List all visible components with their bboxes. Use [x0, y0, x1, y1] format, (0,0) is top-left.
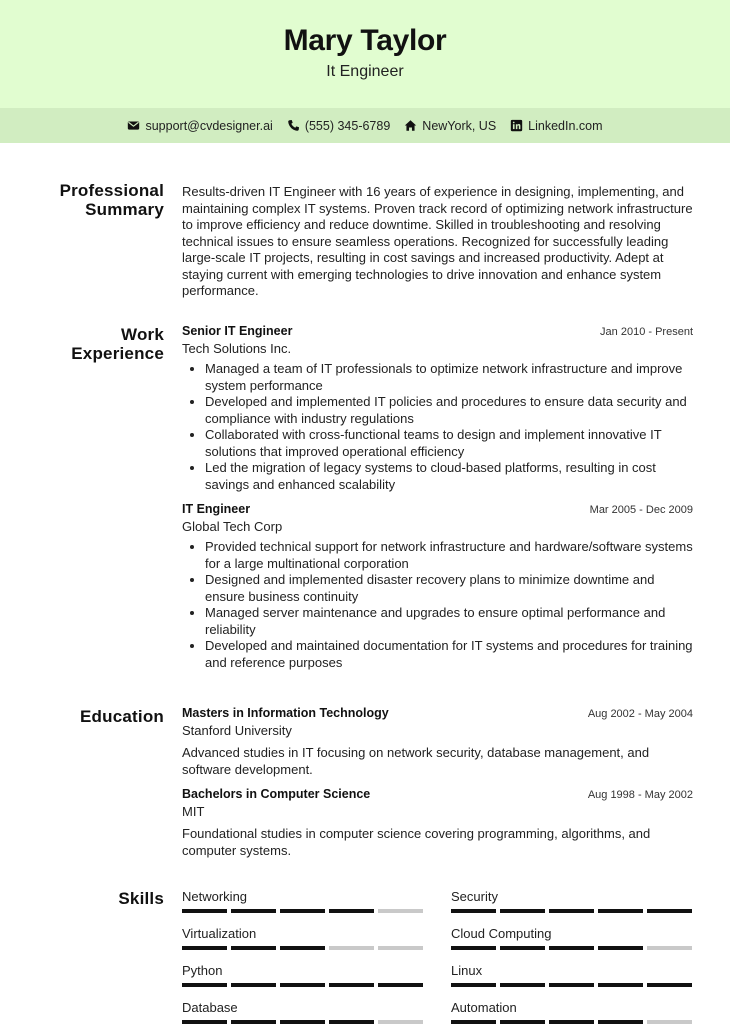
- skill-level-segment: [231, 983, 276, 987]
- education-entry: [182, 786, 693, 859]
- degree: Masters in Information Technology: [182, 706, 389, 720]
- experience-heading: [71, 325, 164, 363]
- summary-heading: [60, 181, 164, 219]
- skill-level-segment: [280, 946, 325, 950]
- skills-heading: Skills: [118, 889, 164, 908]
- skill-level-segment: [182, 909, 227, 913]
- skill-level-segment: [500, 983, 545, 987]
- contact-location-text: NewYork, US: [422, 118, 497, 133]
- skill-level-segment: [549, 983, 594, 987]
- education-description: Advanced studies in IT focusing on network security, database management, and software development.: [182, 745, 650, 777]
- skill-level-segment: [598, 909, 643, 913]
- skill-level-segment: [549, 909, 594, 913]
- skill-item: [451, 963, 692, 987]
- skill-level-bar: [182, 983, 423, 987]
- skill-level-segment: [500, 1020, 545, 1024]
- job-bullet: • Developed and maintained documentation for IT systems and procedures for training and reference purposes: [205, 638, 693, 671]
- contact-phone[interactable]: [287, 119, 390, 133]
- job-bullet: • Designed and implemented disaster recovery plans to minimize downtime and ensure business continuity: [205, 572, 693, 605]
- skill-level-segment: [329, 1020, 374, 1024]
- skill-item: [182, 1000, 423, 1024]
- skill-name: Virtualization: [182, 926, 257, 941]
- degree: Bachelors in Computer Science: [182, 787, 371, 801]
- job-role: Senior IT Engineer: [182, 324, 293, 338]
- skill-level-segment: [231, 909, 276, 913]
- summary-heading-line2: Summary: [85, 200, 164, 219]
- summary-text: Results-driven IT Engineer with 16 years of experience in designing, implementing, and maintaining complex IT systems. Proven track record of optimizing network infrastructure to improve efficiency and reduce downtime. Skilled in troubleshooting and resolving technical issues to ensure seamless operations. Recognized for successfully leading large-scale IT projects, resulting in cost savings and increased productivity. Adept at staying current with emerging technologies to drive innovation and enhance system performance.: [182, 184, 693, 298]
- skill-name: Networking: [182, 889, 248, 904]
- home-icon: [404, 119, 417, 132]
- contact-location: [404, 119, 496, 133]
- job-entry: [182, 323, 693, 493]
- education-dates: Aug 2002 - May 2004: [587, 708, 693, 720]
- skill-item: [451, 926, 692, 950]
- skill-level-segment: [500, 909, 545, 913]
- skill-name: Automation: [451, 1000, 517, 1015]
- school: MIT: [182, 803, 205, 819]
- skill-level-bar: [182, 946, 423, 950]
- skill-item: [182, 889, 423, 913]
- skill-level-segment: [182, 983, 227, 987]
- job-bullet: • Developed and implemented IT policies and procedures to ensure data security and compliance with industry regulations: [205, 394, 693, 427]
- skill-item: [451, 889, 692, 913]
- skill-level-segment: [647, 946, 692, 950]
- education-heading: Education: [80, 707, 164, 726]
- contact-bar: [0, 108, 730, 143]
- skill-level-segment: [647, 1020, 692, 1024]
- skill-name: Database: [182, 1000, 238, 1015]
- skill-name: Linux: [451, 963, 483, 978]
- experience-section: [182, 323, 693, 671]
- envelope-icon: [127, 119, 140, 132]
- job-company: Global Tech Corp: [182, 518, 283, 534]
- skill-level-segment: [549, 1020, 594, 1024]
- linkedin-icon: [510, 119, 523, 132]
- resume-header: [0, 0, 730, 108]
- skill-level-bar: [451, 983, 692, 987]
- job-bullet: • Led the migration of legacy systems to cloud-based platforms, resulting in cost savings and enhanced scalability: [205, 460, 693, 493]
- skill-name: Cloud Computing: [451, 926, 552, 941]
- skill-name: Security: [451, 889, 498, 904]
- skill-level-segment: [598, 946, 643, 950]
- skill-name: Python: [182, 963, 223, 978]
- contact-email-text: support@cvdesigner.ai: [145, 118, 273, 133]
- education-section: [182, 705, 693, 859]
- contact-phone-text: (555) 345-6789: [304, 118, 391, 133]
- candidate-title: It Engineer: [326, 63, 404, 80]
- skill-item: [182, 963, 423, 987]
- skill-level-segment: [182, 1020, 227, 1024]
- skill-level-segment: [280, 1020, 325, 1024]
- skill-level-segment: [280, 909, 325, 913]
- skill-level-segment: [329, 946, 374, 950]
- education-dates: Aug 1998 - May 2002: [587, 789, 693, 801]
- candidate-name: Mary Taylor: [283, 24, 447, 57]
- job-company: Tech Solutions Inc.: [182, 340, 292, 356]
- job-bullets: [182, 539, 693, 671]
- skill-level-segment: [378, 946, 423, 950]
- experience-heading-line2: Experience: [71, 344, 164, 363]
- phone-icon: [287, 119, 300, 132]
- education-entry: [182, 705, 693, 778]
- skill-level-bar: [451, 1020, 692, 1024]
- summary-heading-line1: Professional: [59, 181, 164, 200]
- skill-item: [182, 926, 423, 950]
- skill-level-segment: [451, 983, 496, 987]
- skill-level-segment: [451, 909, 496, 913]
- job-bullet: • Managed a team of IT professionals to optimize network infrastructure and improve system performance: [205, 361, 693, 394]
- job-dates: Jan 2010 - Present: [600, 326, 693, 338]
- skill-level-segment: [549, 946, 594, 950]
- skill-level-segment: [231, 946, 276, 950]
- skill-level-segment: [378, 1020, 423, 1024]
- skill-level-segment: [378, 983, 423, 987]
- job-bullet: • Collaborated with cross-functional teams to design and implement innovative IT solutions that improved operational efficiency: [205, 427, 693, 460]
- skills-grid: [182, 889, 693, 1024]
- skill-level-segment: [500, 946, 545, 950]
- skill-level-segment: [451, 1020, 496, 1024]
- job-entry: [182, 501, 693, 671]
- summary-section: [182, 184, 693, 300]
- skill-level-segment: [598, 983, 643, 987]
- contact-email[interactable]: [127, 119, 272, 133]
- experience-heading-line1: Work: [121, 325, 164, 344]
- school: Stanford University: [182, 722, 292, 738]
- skill-level-segment: [231, 1020, 276, 1024]
- contact-linkedin-text: LinkedIn.com: [528, 118, 603, 133]
- contact-linkedin[interactable]: [510, 119, 602, 133]
- skill-level-bar: [182, 909, 423, 913]
- job-bullets: [182, 361, 693, 493]
- skill-level-segment: [451, 946, 496, 950]
- job-bullet: • Managed server maintenance and upgrades to ensure optimal performance and reliability: [205, 605, 693, 638]
- skill-level-segment: [598, 1020, 643, 1024]
- skill-level-segment: [378, 909, 423, 913]
- skill-level-bar: [451, 946, 692, 950]
- skill-level-segment: [280, 983, 325, 987]
- job-dates: Mar 2005 - Dec 2009: [589, 504, 693, 516]
- skill-level-segment: [647, 983, 692, 987]
- job-bullet: • Provided technical support for network infrastructure and hardware/software systems for a large multinational corporation: [205, 539, 693, 572]
- skill-level-segment: [182, 946, 227, 950]
- skill-level-bar: [182, 1020, 423, 1024]
- job-role: IT Engineer: [182, 502, 251, 516]
- skill-item: [451, 1000, 692, 1024]
- skill-level-bar: [451, 909, 692, 913]
- skill-level-segment: [329, 983, 374, 987]
- skill-level-segment: [329, 909, 374, 913]
- skill-level-segment: [647, 909, 692, 913]
- education-description: Foundational studies in computer science covering programming, algorithms, and computer systems.: [182, 826, 651, 858]
